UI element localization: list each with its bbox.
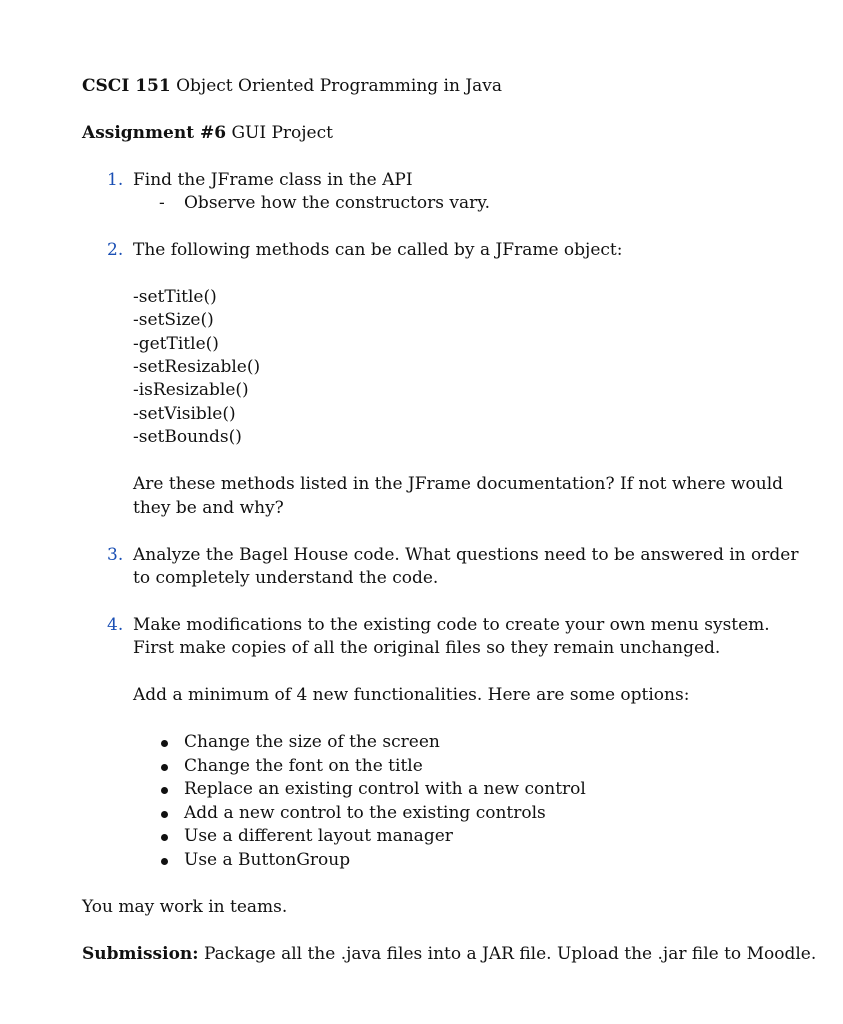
submission-text: Package all the .java files into a JAR file. Upload the .jar file to Moodle. [203,944,817,964]
bullet-icon [161,740,168,747]
sub-dash: - [159,193,165,213]
option-item: Replace an existing control with a new control [184,779,586,799]
item-text: Find the JFrame class in the API [133,170,413,190]
bullet-icon [161,834,168,841]
option-item: Use a ButtonGroup [184,850,351,870]
item-number: 2. [107,240,124,260]
teams-note: You may work in teams. [82,897,288,917]
item-text: to completely understand the code. [133,568,439,588]
method-item: -setSize() [133,310,214,330]
method-item: -setTitle() [133,287,217,307]
assignment-title: GUI Project [231,123,333,143]
option-item: Change the size of the screen [184,732,440,752]
method-item: -setBounds() [133,427,242,447]
option-item: Use a different layout manager [184,826,453,846]
bullet-icon [161,858,168,865]
sub-item-text: Observe how the constructors vary. [184,193,490,213]
course-heading [82,75,502,98]
question-text: Are these methods listed in the JFrame documentation? If not where would [133,474,784,494]
method-item: -setVisible() [133,404,236,424]
method-item: -getTitle() [133,334,219,354]
option-item: Change the font on the title [184,756,423,776]
item-text: First make copies of all the original files so they remain unchanged. [133,638,721,658]
item-text: Make modifications to the existing code to create your own menu system. [133,615,770,635]
question-text: they be and why? [133,498,284,518]
item-number: 1. [107,170,124,190]
item-number: 4. [107,615,124,635]
course-code: CSCI 151 [82,76,171,96]
submission-line [82,943,816,966]
method-item: -isResizable() [133,380,249,400]
item-number: 3. [107,545,124,565]
bullet-icon [161,811,168,818]
method-item: -setResizable() [133,357,261,377]
submission-label: Submission: [82,944,199,964]
assignment-heading [82,122,333,145]
course-name: Object Oriented Programming in Java [176,76,503,96]
item-text: The following methods can be called by a JFrame object: [133,240,623,260]
option-item: Add a new control to the existing controls [184,803,546,823]
bullet-icon [161,764,168,771]
options-intro: Add a minimum of 4 new functionalities. Here are some options: [133,685,690,705]
assignment-label: Assignment #6 [82,123,227,143]
item-text: Analyze the Bagel House code. What questions need to be answered in order [133,545,799,565]
bullet-icon [161,787,168,794]
